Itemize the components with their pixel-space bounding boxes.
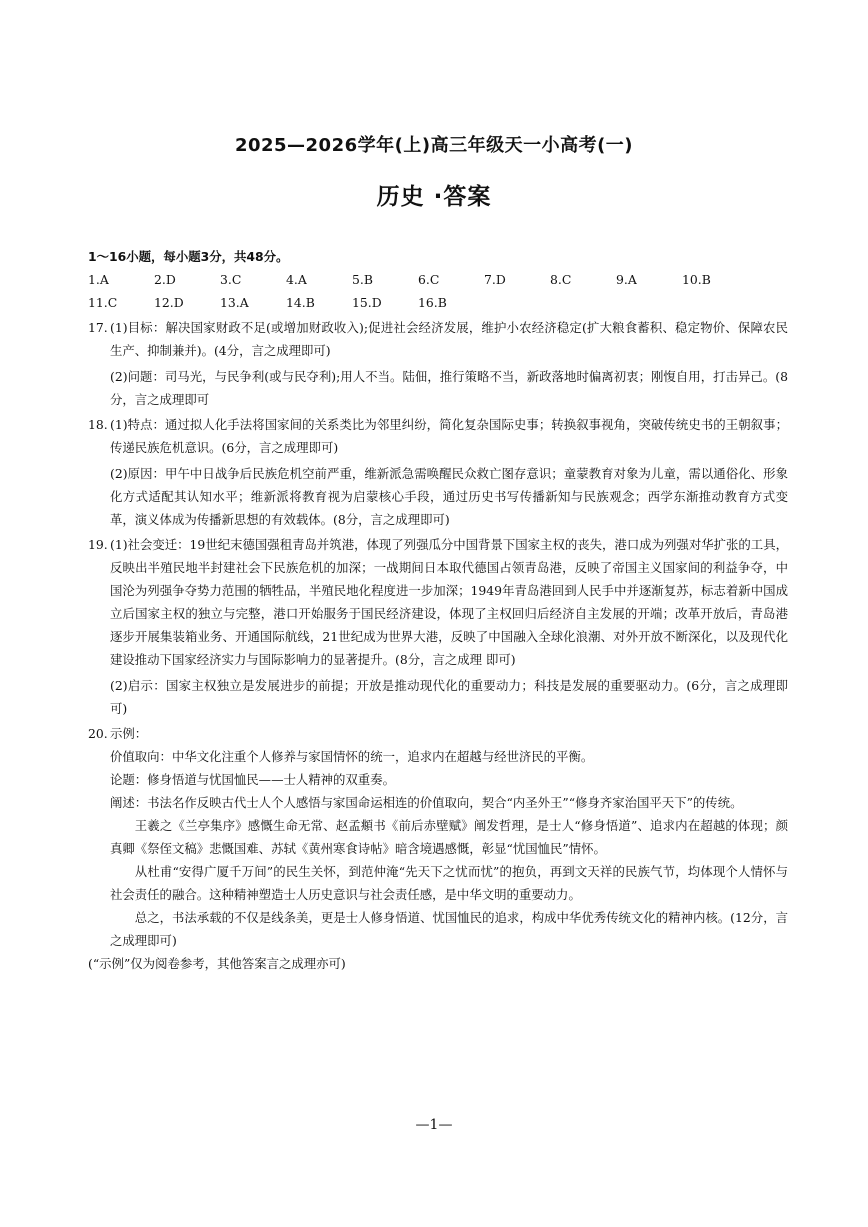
question-number: 17. [88,320,108,335]
multiple-choice-answers [88,268,788,314]
essay-intro: 阐述：书法名作反映古代士人个人感悟与家国命运相连的价值取向，契合“内圣外王”“修身齐家治国平天下”的传统。 [110,795,743,810]
question-19 [88,533,788,720]
answer-part-1: (1)目标：解决国家财政不足(或增加财政收入);促进社会经济发展，维护小农经济稳定(扩大粮食蓄积、稳定物价、保障农民生产、抑制兼并)。(4分，言之成理即可) [110,320,788,358]
answer-item: 10.B [682,272,711,287]
answer-item: 12.D [154,295,184,310]
question-number: 20. [88,726,108,741]
value-orientation: 价值取向：中华文化注重个人修养与家国情怀的统一，追求内在超越与经世济民的平衡。 [110,749,594,764]
question-number: 18. [88,417,108,432]
page-title: 2025—2026学年(上)高三年级天一小高考(一) [234,135,634,156]
grading-note: (“示例”仅为阅卷参考，其他答案言之成理亦可) [88,956,346,971]
essay-paragraph: 王羲之《兰亭集序》感慨生命无常、赵孟頫书《前后赤壁赋》阐发哲理，是士人“修身悟道”、追求内在超越的体现；颜真卿《祭侄文稿》悲慨国难、苏轼《黄州寒食诗帖》暗含境遇感慨，彰显“忧国恤民”情怀。 [110,818,788,856]
answer-content [88,245,788,975]
answer-part-1: (1)社会变迁：19世纪末德国强租青岛并筑港，体现了列强瓜分中国背景下国家主权的丧失，港口成为列强对华扩张的工具，反映出半殖民地半封建社会下民族危机的加深；一战期间日本取代德国占领青岛港，反映了帝国主义国家间的利益争夺，中国沦为列强争夺势力范围的牺牲品，半殖民地化程度进一步加深；1949年青岛港回到人民手中并逐渐复苏，标志着新中国成立后国家主权的独立与完整，港口开始服务于国民经济建设，体现了主权回归后经济自主发展的开端；改革开放后，青岛港逐步开展集装箱业务、开通国际航线，21世纪成为世界大港，反映了中国融入全球化浪潮、对外开放不断深化，以及现代化建设推动下国家经济实力与国际影响力的显著提升。(8分，言之成理 即可) [110,537,788,667]
answer-part-2: (2)启示：国家主权独立是发展进步的前提；开放是推动现代化的重要动力；科技是发展的重要驱动力。(6分，言之成理即可) [110,678,788,716]
answer-item: 3.C [220,272,242,287]
answer-item: 2.D [154,272,176,287]
essay-thesis: 论题：修身悟道与忧国恤民——士人精神的双重奏。 [110,772,395,787]
answer-item: 4.A [286,272,307,287]
answer-item: 13.A [220,295,249,310]
answer-item: 6.C [418,272,440,287]
question-17 [88,316,788,411]
question-20 [88,722,788,975]
page-number: —1— [415,1117,453,1133]
answer-item: 7.D [484,272,506,287]
answer-item: 1.A [88,272,109,287]
answer-item: 15.D [352,295,382,310]
answer-item: 9.A [616,272,637,287]
answer-item: 14.B [286,295,315,310]
essay-paragraph: 从杜甫“安得广厦千万间”的民生关怀，到范仲淹“先天下之忧而忧”的抱负，再到文天祥的民族气节，均体现个人情怀与社会责任的融合。这种精神塑造士人历史意识与社会责任感，是中华文明的重要动力。 [110,864,788,902]
answer-part-1: (1)特点：通过拟人化手法将国家间的关系类比为邻里纠纷，简化复杂国际史事；转换叙事视角，突破传统史书的王朝叙事；传递民族危机意识。(6分，言之成理即可) [110,417,788,455]
answer-item: 16.B [418,295,447,310]
answer-item: 8.C [550,272,572,287]
question-number: 19. [88,537,108,552]
answer-part-2: (2)问题：司马光，与民争利(或与民夺利);用人不当。陆佃，推行策略不当，新政落地时偏离初衷；刚愎自用，打击异己。(8分，言之成理即可 [110,369,788,407]
answer-item: 5.B [352,272,373,287]
question-18 [88,413,788,531]
page-subtitle: 历史 ·答案 [376,184,492,210]
multiple-choice-heading: 1～16小题，每小题3分，共48分。 [88,249,289,264]
answer-item: 11.C [88,295,118,310]
answer-part-2: (2)原因：甲午中日战争后民族危机空前严重，维新派急需唤醒民众救亡图存意识；童蒙教育对象为儿童，需以通俗化、形象化方式适配其认知水平；维新派将教育视为启蒙核心手段，通过历史书写传播新知与民族观念；西学东渐推动教育方式变革，演义体成为传播新思想的有效载体。(8分，言之成理即可) [110,466,788,527]
example-label: 示例： [110,726,148,741]
essay-conclusion: 总之，书法承载的不仅是线条美，更是士人修身悟道、忧国恤民的追求，构成中华优秀传统文化的精神内核。(12分，言之成理即可) [110,910,788,948]
